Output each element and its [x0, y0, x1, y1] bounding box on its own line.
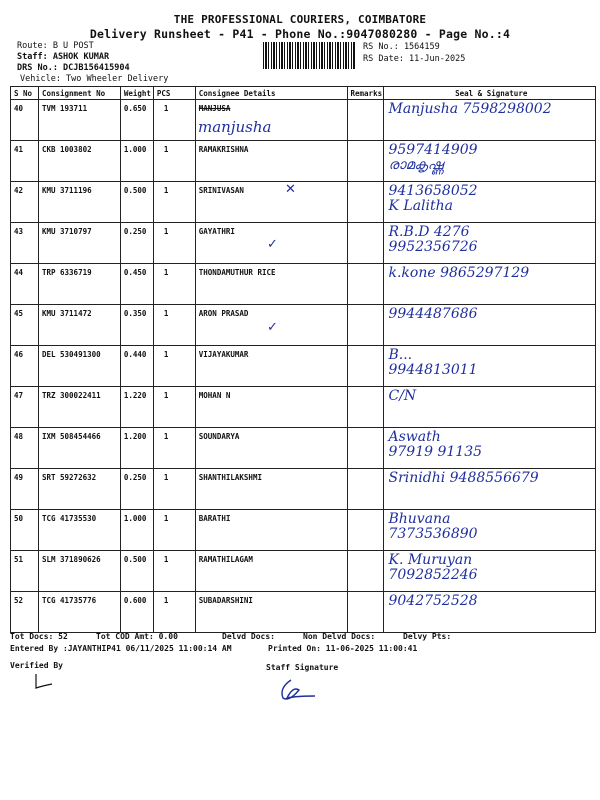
remarks: [347, 223, 384, 264]
signature-line: 9952356726: [388, 239, 478, 255]
consignment-number: TRP 6336719: [38, 264, 120, 305]
table-row: [11, 305, 596, 346]
handwritten-signature: [388, 184, 477, 214]
consignment-number: SRT 59272632: [38, 469, 120, 510]
consignee-name: RAMATHILAGAM: [195, 551, 347, 592]
consignee-name: VIJAYAKUMAR: [195, 346, 347, 387]
signature-line: 9944813011: [388, 362, 478, 378]
signature-line: 9042752528: [388, 593, 478, 609]
pieces: 1: [153, 264, 195, 305]
serial-number: 51: [11, 551, 39, 592]
serial-number: 41: [11, 141, 39, 182]
handwritten-signature: [388, 266, 529, 281]
signature-line: Aswath: [388, 429, 441, 445]
route-label: Route: B U POST: [17, 41, 94, 51]
col-header-consignment: Consignment No: [38, 87, 120, 100]
col-header-remarks: Remarks: [347, 87, 384, 100]
weight: 0.600: [120, 592, 153, 633]
seal-signature: [384, 100, 596, 141]
seal-signature: [384, 592, 596, 633]
non-delivered-docs: Non Delvd Docs:: [303, 632, 376, 641]
consignee-name: RAMAKRISHNA: [195, 141, 347, 182]
runsheet-table: [10, 86, 596, 633]
col-header-sno: S No: [11, 87, 39, 100]
table-row: [11, 264, 596, 305]
consignment-number: KMU 3710797: [38, 223, 120, 264]
consignment-number: IXM 508454466: [38, 428, 120, 469]
rs-number: RS No.: 1564159: [363, 42, 440, 52]
pieces: 1: [153, 551, 195, 592]
signature-line: 7092852246: [388, 567, 478, 583]
pieces: 1: [153, 510, 195, 551]
handwritten-consignee-name: manjusha: [198, 118, 272, 136]
signature-line: 9597414909: [388, 142, 478, 158]
signature-line: 9413658052: [388, 183, 478, 199]
rs-date: RS Date: 11-Jun-2025: [363, 54, 466, 64]
consignment-number: TVM 193711: [38, 100, 120, 141]
consignee-name: MANJUSA: [195, 100, 347, 141]
col-header-signature: Seal & Signature: [384, 87, 596, 100]
col-header-pcs: PCS: [153, 87, 195, 100]
handwritten-signature: [388, 512, 477, 542]
handwritten-signature: [388, 225, 477, 255]
consignee-name: BARATHI: [195, 510, 347, 551]
handwritten-signature: [388, 307, 477, 322]
seal-signature: [384, 346, 596, 387]
pieces: 1: [153, 223, 195, 264]
remarks: [347, 264, 384, 305]
col-header-consignee: Consignee Details: [195, 87, 347, 100]
seal-signature: [384, 428, 596, 469]
weight: 0.440: [120, 346, 153, 387]
signature-line: രാമകൃഷ്ണ: [388, 157, 444, 173]
pieces: 1: [153, 182, 195, 223]
serial-number: 44: [11, 264, 39, 305]
company-title: THE PROFESSIONAL COURIERS, COIMBATORE: [173, 13, 427, 26]
pieces: 1: [153, 346, 195, 387]
consignee-name: SUBADARSHINI: [195, 592, 347, 633]
table-header-row: [11, 87, 596, 100]
verifier-signature: [30, 672, 60, 692]
table-row: [11, 223, 596, 264]
table-row: [11, 387, 596, 428]
consignee-name: SOUNDARYA: [195, 428, 347, 469]
handwritten-signature: [388, 430, 482, 460]
consignment-number: TCG 41735776: [38, 592, 120, 633]
remarks: [347, 510, 384, 551]
serial-number: 43: [11, 223, 39, 264]
signature-line: k.kone 9865297129: [388, 265, 530, 281]
seal-signature: [384, 387, 596, 428]
remarks: [347, 305, 384, 346]
signature-line: Manjusha 7598298002: [388, 101, 552, 117]
staff-signature-label: Staff Signature: [266, 663, 339, 672]
cross-mark: ✕: [285, 182, 296, 197]
total-cod: Tot COD Amt: 0.00: [96, 632, 178, 641]
table-row: [11, 469, 596, 510]
pieces: 1: [153, 428, 195, 469]
seal-signature: [384, 141, 596, 182]
table-row: [11, 510, 596, 551]
serial-number: 47: [11, 387, 39, 428]
weight: 0.450: [120, 264, 153, 305]
seal-signature: [384, 264, 596, 305]
consignment-number: TCG 41735530: [38, 510, 120, 551]
col-header-weight: Weight: [120, 87, 153, 100]
serial-number: 46: [11, 346, 39, 387]
weight: 0.500: [120, 182, 153, 223]
serial-number: 42: [11, 182, 39, 223]
weight: 1.200: [120, 428, 153, 469]
serial-number: 52: [11, 592, 39, 633]
consignment-number: CKB 1003802: [38, 141, 120, 182]
serial-number: 45: [11, 305, 39, 346]
table-row: [11, 346, 596, 387]
seal-signature: [384, 469, 596, 510]
vehicle-label: Vehicle: Two Wheeler Delivery: [20, 74, 169, 84]
consignment-number: DEL 530491300: [38, 346, 120, 387]
handwritten-signature: [388, 143, 477, 173]
weight: 1.220: [120, 387, 153, 428]
serial-number: 48: [11, 428, 39, 469]
handwritten-signature: [388, 553, 477, 583]
consignee-name: SHANTHILAKSHMI: [195, 469, 347, 510]
delivered-docs: Delvd Docs:: [222, 632, 275, 641]
pieces: 1: [153, 305, 195, 346]
remarks: [347, 346, 384, 387]
weight: 0.650: [120, 100, 153, 141]
table-row: [11, 141, 596, 182]
consignee-name: THONDAMUTHUR RICE: [195, 264, 347, 305]
signature-line: 9944487686: [388, 306, 478, 322]
signature-line: 97919 91135: [388, 444, 483, 460]
table-row: [11, 551, 596, 592]
signature-line: C/N: [388, 388, 417, 404]
table-row: [11, 182, 596, 223]
check-mark-icon: ✓: [267, 320, 278, 335]
handwritten-signature: [388, 471, 538, 486]
signature-line: R.B.D 4276: [388, 224, 470, 240]
weight: 1.000: [120, 510, 153, 551]
consignee-name: GAYATHRI: [195, 223, 347, 264]
consignee-name: MOHAN N: [195, 387, 347, 428]
runsheet-subtitle: Delivery Runsheet - P41 - Phone No.:9047080280 - Page No.:4: [89, 27, 511, 41]
remarks: [347, 469, 384, 510]
handwritten-signature: [388, 389, 416, 404]
seal-signature: [384, 223, 596, 264]
seal-signature: [384, 551, 596, 592]
weight: 1.000: [120, 141, 153, 182]
signature-line: B...: [388, 347, 413, 363]
remarks: [347, 592, 384, 633]
pieces: 1: [153, 592, 195, 633]
remarks: [347, 387, 384, 428]
table-row: [11, 428, 596, 469]
weight: 0.500: [120, 551, 153, 592]
check-mark-icon: ✓: [267, 237, 278, 252]
remarks: [347, 182, 384, 223]
printed-on: Printed On: 11-06-2025 11:00:41: [268, 644, 418, 653]
consignee-name: SRINIVASAN: [195, 182, 347, 223]
entered-by: Entered By :JAYANTHIP41 06/11/2025 11:00:14 AM: [10, 644, 232, 653]
pieces: 1: [153, 100, 195, 141]
consignment-number: TRZ 300022411: [38, 387, 120, 428]
handwritten-signature: [388, 348, 477, 378]
table-row: [11, 592, 596, 633]
signature-line: K. Muruyan: [388, 552, 473, 568]
delivery-points: Delvy Pts:: [403, 632, 452, 641]
signature-line: Srinidhi 9488556679: [388, 470, 539, 486]
seal-signature: [384, 182, 596, 223]
signature-line: Bhuvana: [388, 511, 451, 527]
total-docs: Tot Docs: 52: [10, 632, 68, 641]
consignment-number: KMU 3711472: [38, 305, 120, 346]
handwritten-signature: [388, 102, 551, 117]
consignee-name: ARON PRASAD: [195, 305, 347, 346]
remarks: [347, 551, 384, 592]
pieces: 1: [153, 469, 195, 510]
drs-number: DRS No.: DCJB156415904: [17, 63, 130, 73]
staff-label: Staff: ASHOK KUMAR: [17, 52, 110, 62]
remarks: [347, 141, 384, 182]
staff-signature: [275, 676, 325, 704]
barcode: [263, 42, 356, 69]
pieces: 1: [153, 141, 195, 182]
remarks: [347, 100, 384, 141]
weight: 0.350: [120, 305, 153, 346]
serial-number: 49: [11, 469, 39, 510]
verified-by-label: Verified By: [10, 661, 63, 670]
handwritten-signature: [388, 594, 477, 609]
serial-number: 40: [11, 100, 39, 141]
pieces: 1: [153, 387, 195, 428]
weight: 0.250: [120, 469, 153, 510]
consignment-number: KMU 3711196: [38, 182, 120, 223]
weight: 0.250: [120, 223, 153, 264]
signature-line: K Lalitha: [388, 198, 453, 214]
table-row: [11, 100, 596, 141]
seal-signature: [384, 305, 596, 346]
serial-number: 50: [11, 510, 39, 551]
seal-signature: [384, 510, 596, 551]
remarks: [347, 428, 384, 469]
signature-line: 7373536890: [388, 526, 478, 542]
consignment-number: SLM 371890626: [38, 551, 120, 592]
